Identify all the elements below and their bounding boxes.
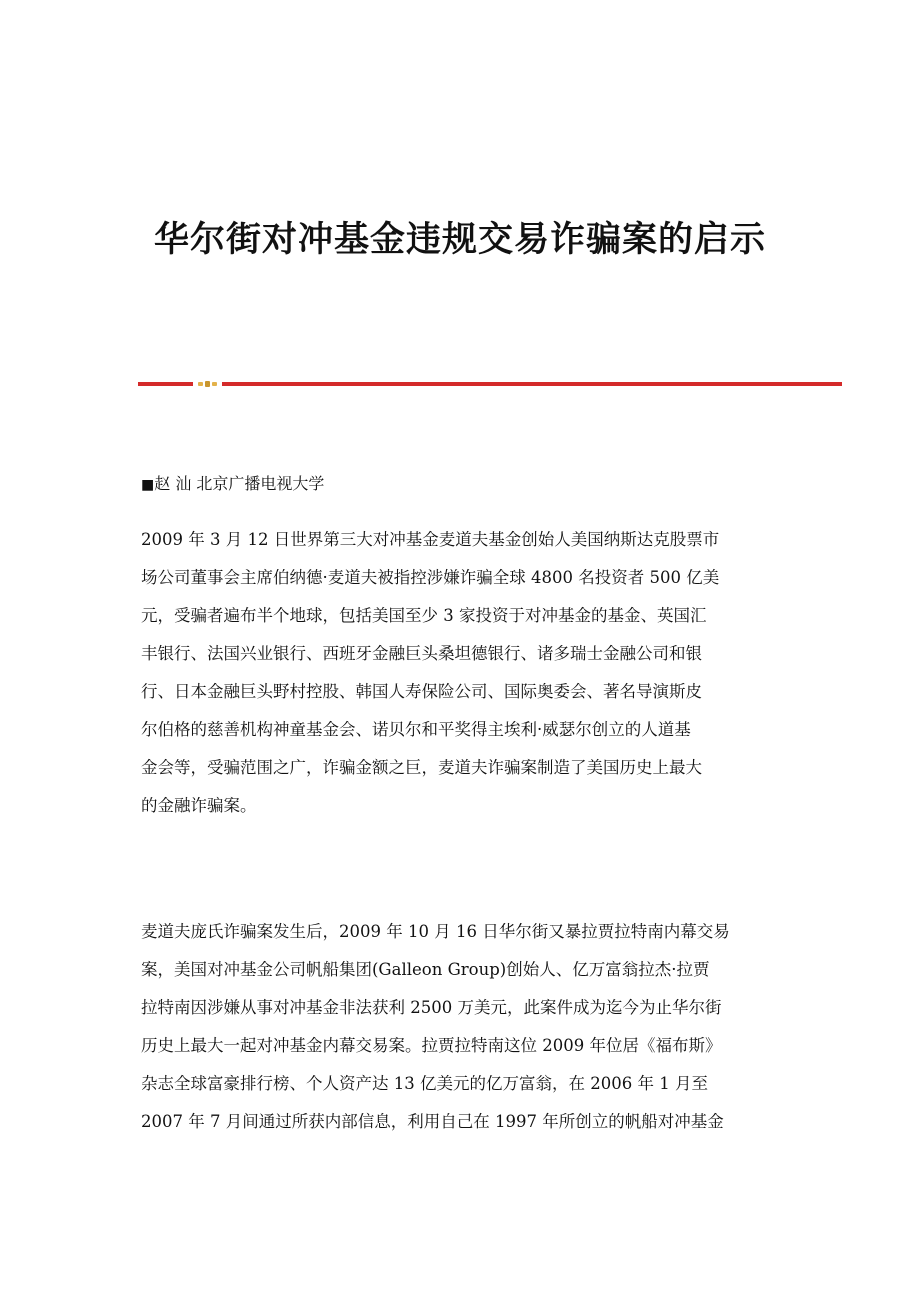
paragraph-line: 拉特南因涉嫌从事对冲基金非法获利 2500 万美元，此案件成为迄今为止华尔街 <box>141 998 722 1017</box>
paragraph-line: 杂志全球富豪排行榜、个人资产达 13 亿美元的亿万富翁，在 2006 年 1 月至 <box>141 1074 708 1093</box>
author-square-marker: ■ <box>141 477 155 493</box>
paragraph-line: 元，受骗者遍布半个地球，包括美国至少 3 家投资于对冲基金的基金、英国汇 <box>141 606 707 625</box>
paragraph-line: 金会等，受骗范围之广，诈骗金额之巨，麦道夫诈骗案制造了美国历史上最大 <box>141 758 702 777</box>
paragraph-line: 行、日本金融巨头野村控股、韩国人寿保险公司、国际奥委会、著名导演斯皮 <box>141 682 702 701</box>
divider-ornament-icon <box>196 380 218 388</box>
paragraph-line: 的金融诈骗案。 <box>141 796 257 815</box>
paragraph-line: 尔伯格的慈善机构神童基金会、诺贝尔和平奖得主埃利·威瑟尔创立的人道基 <box>141 720 691 739</box>
paragraph-line: 麦道夫庞氏诈骗案发生后，2009 年 10 月 16 日华尔街又暴拉贾拉特南内幕交易 <box>141 922 730 941</box>
paragraph-line: 历史上最大一起对冲基金内幕交易案。拉贾拉特南这位 2009 年位居《福布斯》 <box>141 1036 722 1055</box>
divider-bar-right <box>222 382 842 386</box>
body-paragraph-2 <box>141 913 791 1141</box>
paragraph-line: 场公司董事会主席伯纳德·麦道夫被指控涉嫌诈骗全球 4800 名投资者 500 亿美 <box>141 568 720 587</box>
divider-bar-left <box>138 382 193 386</box>
paragraph-line: 案，美国对冲基金公司帆船集团(Galleon Group)创始人、亿万富翁拉杰·拉贾 <box>141 960 710 979</box>
paragraph-line: 2007 年 7 月间通过所获内部信息，利用自己在 1997 年所创立的帆船对冲基金 <box>141 1112 724 1131</box>
author-line <box>141 472 324 497</box>
title-divider <box>138 380 842 388</box>
author-text: 赵 汕 北京广播电视大学 <box>154 474 325 493</box>
paragraph-line: 丰银行、法国兴业银行、西班牙金融巨头桑坦德银行、诸多瑞士金融公司和银 <box>141 644 702 663</box>
document-title: 华尔街对冲基金违规交易诈骗案的启示 <box>153 220 766 260</box>
body-paragraph-1 <box>141 521 791 825</box>
paragraph-line: 2009 年 3 月 12 日世界第三大对冲基金麦道夫基金创始人美国纳斯达克股票市 <box>141 530 720 549</box>
